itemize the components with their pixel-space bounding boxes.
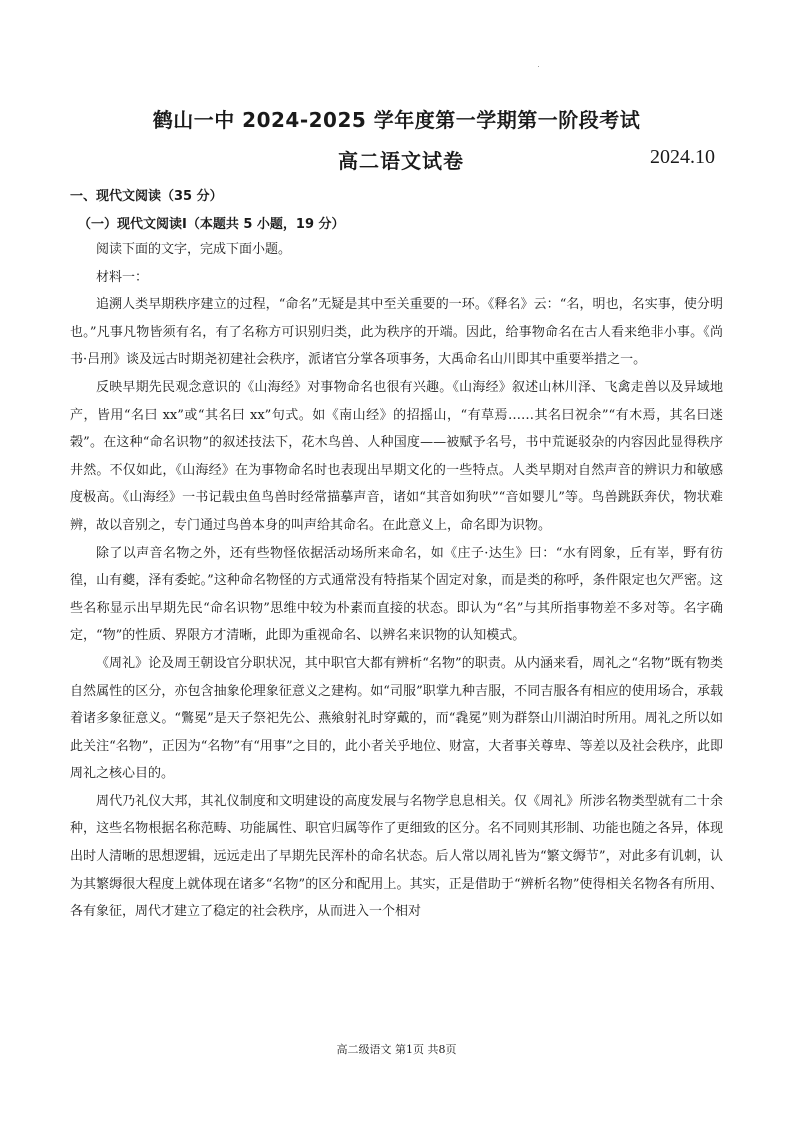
passage-paragraph: 周代乃礼仪大邦，其礼仪制度和文明建设的高度发展与名物学息息相关。仅《周礼》所涉名物类型就有二十余种，这些名物根据名称范畴、功能属性、职官归属等作了更细致的区分。名不同则其形制、功能也随之各异，体现出时人清晰的思想逻辑，远远走出了早期先民浑朴的命名状态。后人常以周礼皆为“繁文缛节”，对此多有讥刺，认为其繁缛很大程度上就体现在诸多“名物”的区分和配用上。其实，正是借助于“辨析名物”使得相关名物各有所用、各有象征，周代才建立了稳定的社会秩序，从而进入一个相对 (70, 793, 723, 920)
passage-paragraph: 追溯人类早期秩序建立的过程，“命名”无疑是其中至关重要的一环。《释名》云：“名，明也，名实事，使分明也。”凡事凡物皆须有名，有了名称方可识别归类，此为秩序的开端。因此，给事物命名在古人看来绝非小事。《尚书·吕刑》谈及远古时期尧初建社会秩序，派诸官分掌各项事务，大禹命名山川即其中重要举措之一。 (70, 297, 723, 368)
passage-paragraph: 《周礼》论及周王朝设官分职状况，其中职官大都有辨析“名物”的职责。从内涵来看，周礼之“名物”既有物类自然属性的区分，亦包含抽象伦理象征意义之建构。如“司服”职掌九种吉服，不同吉服各有相应的使用场合，承载着诸多象征意义。“鷩冕”是天子祭祀先公、燕飨射礼时穿戴的，而“毳冕”则为群祭山川湖泊时所用。周礼之所以如此关注“名物”，正因为“名物”有“用事”之目的，此小者关乎地位、财富，大者事关尊卑、等差以及社会秩序，此即周礼之核心目的。 (70, 655, 723, 782)
exam-subtitle: 高二语文试卷 (338, 149, 464, 173)
passage-body (70, 236, 723, 926)
section-heading: 一、现代文阅读（35 分） (70, 189, 223, 204)
material-label: 材料一： (96, 269, 149, 285)
scan-speck (538, 66, 539, 67)
passage-paragraph: 反映早期先民观念意识的《山海经》对事物命名也很有兴趣。《山海经》叙述山林川泽、飞禽走兽以及异域地产，皆用“名曰 xx”或“其名曰 xx”句式。如《南山经》的招摇山，“有草焉……其名曰祝余”“有木焉，其名曰迷榖”。在这种“命名识物”的叙述技法下，花木鸟兽、人种国度——被赋予名号，书中荒诞驳杂的内容因此显得秩序井然。不仅如此，《山海经》在为事物命名时也表现出早期文化的一些特点。人类早期对自然声音的辨识力和敏感度极高。《山海经》一书记载虫鱼鸟兽时经常描摹声音，诸如“其音如狗吠”“音如婴儿”等。鸟兽跳跃奔伏，物状难辨，故以音别之，专门通过鸟兽本身的叫声给其命名。在此意义上，命名即为识物。 (70, 379, 723, 533)
subsection-heading: （一）现代文阅读Ⅰ（本题共 5 小题，19 分） (78, 217, 345, 232)
instruction-paragraph: 阅读下面的文字，完成下面小题。 (96, 242, 292, 257)
exam-title: 鹤山一中 2024-2025 学年度第一学期第一阶段考试 (152, 108, 641, 132)
page-footer: 高二级语文 第1页 共8页 (336, 1043, 457, 1056)
passage-paragraph: 除了以声音名物之外，还有些物怪依据活动场所来命名，如《庄子·达生》曰：“水有罔象，丘有峷，野有彷徨，山有夔，泽有委蛇。”这种命名物怪的方式通常没有特指某个固定对象，而是类的称呼，条件限定也欠严密。这些名称显示出早期先民“命名识物”思维中较为朴素而直接的状态。即认为“名”与其所指事物差不多对等。名字确定，“物”的性质、界限方才清晰，此即为重视命名、以辨名来识物的认知模式。 (70, 545, 723, 644)
exam-date: 2024.10 (650, 146, 715, 168)
